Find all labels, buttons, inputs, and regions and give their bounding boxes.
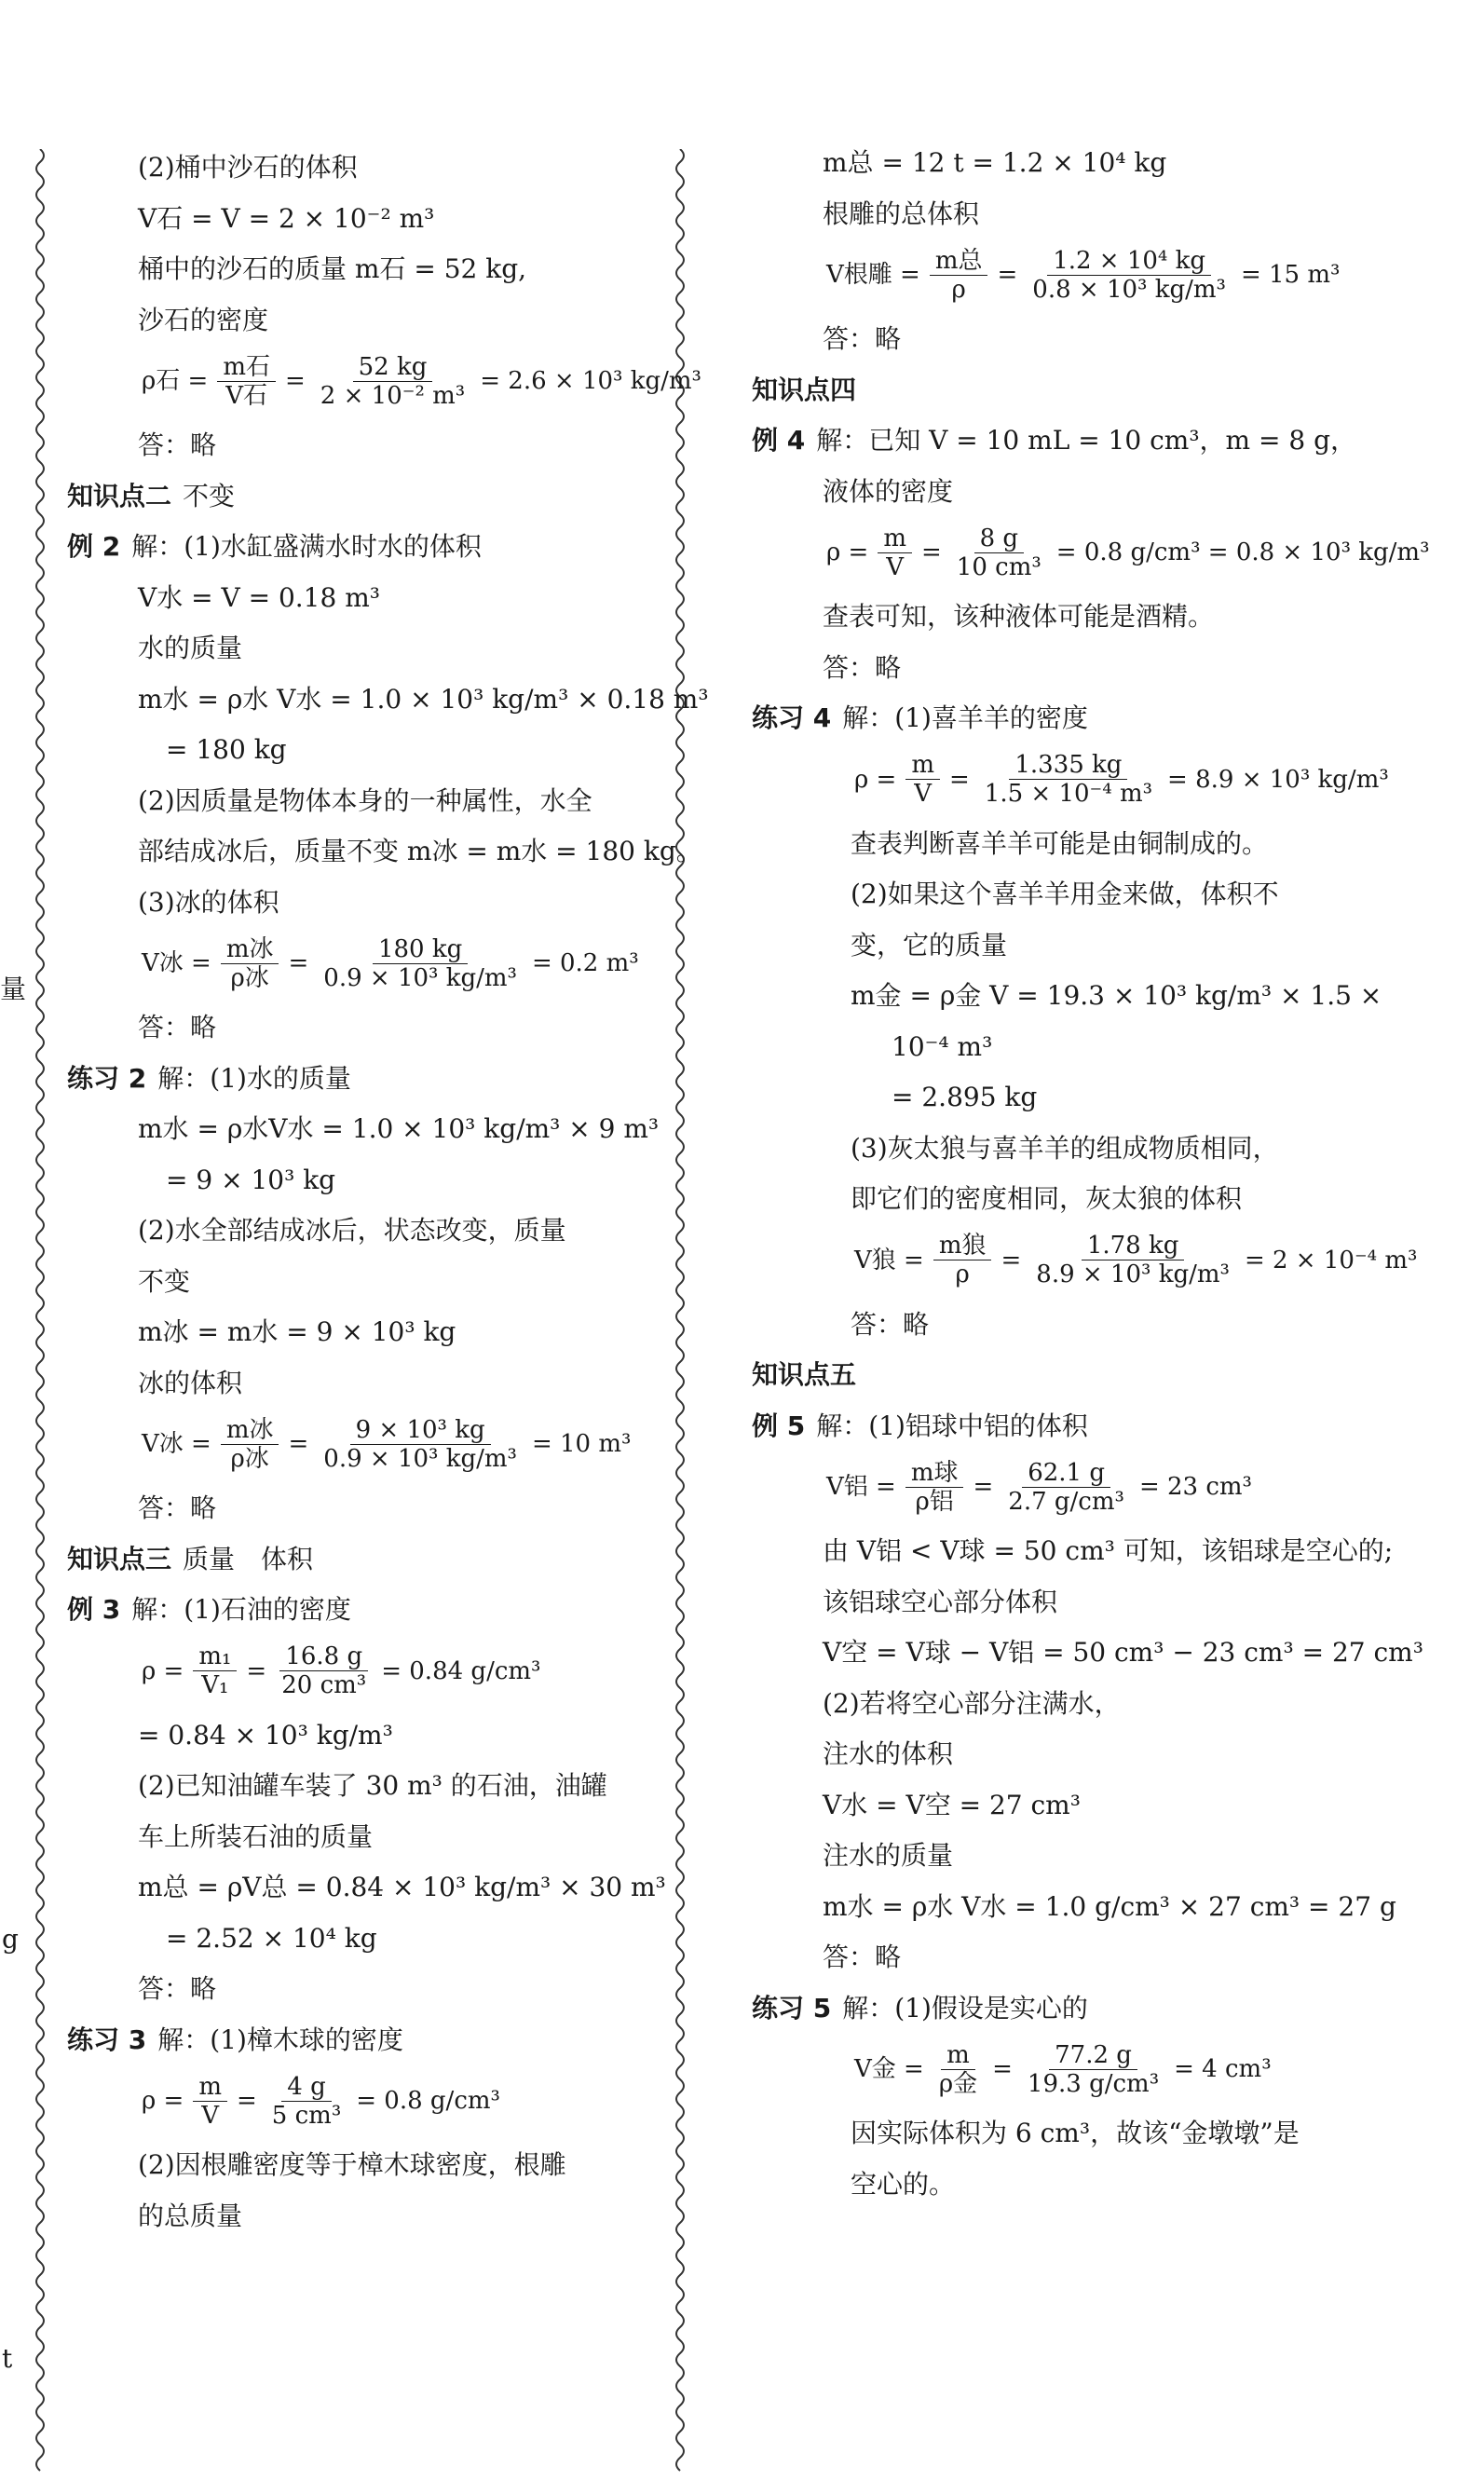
equals-sign: = [285, 367, 306, 395]
section-heading [67, 476, 235, 517]
equals-sign: = [288, 1430, 309, 1458]
fraction-denominator: 8.9 × 10³ kg/m³ [1036, 1260, 1230, 1288]
fraction-numerator: 16.8 g [279, 1642, 368, 1671]
text-line [851, 1128, 1279, 1169]
text-line [138, 1817, 373, 1858]
line-text: 变，它的质量 [851, 929, 1008, 961]
line-text: = 0.84 × 10³ kg/m³ [138, 1719, 393, 1751]
line-text: m水 = ρ水 V水 = 1.0 g/cm³ × 27 cm³ = 27 g [823, 1890, 1396, 1922]
line-text: 答：略 [823, 651, 902, 683]
fraction-numerator: 180 kg [373, 935, 468, 964]
item-label: 知识点四 [752, 374, 857, 405]
text-line [892, 1077, 1037, 1118]
line-text: V石 = V = 2 × 10⁻² m³ [138, 202, 435, 234]
text-line [138, 679, 709, 720]
equation-lhs: V冰 = [142, 949, 211, 977]
line-text: (2)因质量是物体本身的一种属性，水全 [138, 784, 592, 816]
line-text: V水 = V空 = 27 cm³ [823, 1789, 1081, 1820]
text-line [823, 471, 953, 512]
equation-line [138, 1641, 544, 1702]
text-line [752, 420, 1356, 461]
fraction-denominator: 2 × 10⁻² m³ [320, 381, 466, 410]
fraction-denominator: 5 cm³ [271, 2101, 342, 2130]
text-line [138, 198, 434, 239]
fraction [905, 751, 940, 808]
line-text: = 9 × 10³ kg [166, 1164, 336, 1195]
fraction [318, 935, 523, 992]
equation-rhs: = 8.9 × 10³ kg/m³ [1167, 765, 1389, 794]
line-text: 答：略 [138, 429, 217, 460]
text-line [752, 1988, 1088, 2029]
equation-line [851, 749, 1393, 811]
fraction-denominator: 19.3 g/cm³ [1027, 2069, 1160, 2098]
equation-lhs: ρ = [854, 765, 897, 794]
fraction-numerator: 52 kg [353, 353, 433, 382]
equals-sign: = [973, 1473, 994, 1501]
text-line [823, 596, 1214, 637]
fraction-numerator: 9 × 10³ kg [350, 1416, 491, 1445]
equation-rhs: = 10 m³ [531, 1430, 632, 1458]
fraction-numerator: m球 [905, 1459, 964, 1488]
fraction [930, 247, 988, 304]
fraction [905, 1459, 964, 1516]
text-line [752, 1406, 1088, 1447]
item-label: 练习 2 [67, 1062, 147, 1094]
fraction-denominator: 2.7 g/cm³ [1008, 1487, 1124, 1516]
fraction-denominator: 0.9 × 10³ kg/m³ [323, 1444, 517, 1473]
equation-lhs: V狼 = [854, 1246, 924, 1274]
line-text: m水 = ρ水V水 = 1.0 × 10³ kg/m³ × 9 m³ [138, 1113, 660, 1144]
text-line [851, 2113, 1300, 2154]
line-text: (3)冰的体积 [138, 886, 279, 918]
fraction-numerator: m冰 [221, 1416, 279, 1445]
text-line [138, 628, 242, 669]
text-line [138, 1109, 659, 1150]
text-line [851, 925, 1007, 966]
line-text: = 2.895 kg [892, 1082, 1038, 1112]
fraction-numerator: m冰 [221, 935, 279, 964]
line-text: 根雕的总体积 [823, 198, 980, 229]
line-text: m总 = 12 t = 1.2 × 10⁴ kg [823, 147, 1167, 178]
equation-line [851, 1230, 1421, 1291]
line-text: (2)水全部结成冰后，状态改变，质量 [138, 1215, 566, 1246]
text-line [67, 2020, 403, 2061]
fraction [193, 2073, 227, 2130]
text-line [67, 1058, 351, 1099]
line-text: 该铝球空心部分体积 [823, 1586, 1058, 1617]
line-text: m金 = ρ金 V = 19.3 × 10³ kg/m³ × 1.5 × [851, 980, 1382, 1011]
fraction-denominator: ρ冰 [230, 963, 269, 992]
fraction [221, 1416, 279, 1473]
line-text: (2)如果这个喜羊羊用金来做，体积不 [851, 879, 1279, 909]
line-text: 解：(1)水缸盛满水时水的体积 [131, 531, 482, 562]
line-text: 解：已知 V = 10 mL = 10 cm³，m = 8 g， [816, 425, 1356, 456]
text-line [823, 1887, 1396, 1928]
text-line [138, 249, 526, 290]
text-line [138, 2196, 242, 2237]
fraction [878, 525, 912, 581]
text-line [138, 2145, 566, 2186]
text-line [138, 1488, 216, 1529]
equation-line [823, 1456, 1256, 1518]
item-label: 例 4 [752, 425, 806, 456]
text-line [851, 975, 1382, 1016]
fraction [318, 1416, 523, 1473]
fraction-numerator: 1.2 × 10⁴ kg [1047, 247, 1211, 276]
line-text: 水的质量 [138, 633, 243, 663]
fraction-numerator: m [941, 2041, 975, 2070]
text-line [138, 1969, 216, 2010]
text-line [138, 1765, 607, 1806]
equals-sign: = [1001, 1246, 1022, 1274]
line-text: 查表可知，该种液体可能是酒精。 [823, 601, 1215, 632]
text-line [166, 1918, 377, 1959]
line-text: 解：(1)假设是实心的 [842, 1992, 1088, 2024]
text-line [138, 578, 380, 619]
text-line [851, 824, 1268, 865]
equals-sign: = [992, 2055, 1013, 2083]
fraction-numerator: m总 [930, 247, 988, 276]
line-text: = 180 kg [166, 734, 287, 765]
text-line [138, 1007, 216, 1048]
equation-rhs: = 2 × 10⁻⁴ m³ [1244, 1246, 1418, 1274]
line-text: 的总质量 [138, 2200, 243, 2231]
equation-line [138, 2070, 504, 2132]
text-line [67, 1589, 351, 1630]
equals-sign: = [997, 261, 1018, 289]
fraction-denominator: V [886, 552, 905, 581]
text-line [138, 882, 279, 923]
fraction-numerator: m狼 [933, 1232, 992, 1260]
equation-lhs: V根雕 = [826, 261, 920, 289]
equation-line [823, 244, 1343, 306]
fraction-denominator: ρ冰 [230, 1444, 269, 1473]
equation-rhs: = 4 cm³ [1174, 2055, 1272, 2083]
equation-rhs: = 23 cm³ [1138, 1473, 1252, 1501]
fraction [193, 1642, 237, 1699]
line-text: 查表判断喜羊羊可能是由铜制成的。 [851, 827, 1269, 859]
text-line [138, 831, 702, 872]
line-text: = 2.52 × 10⁴ kg [166, 1922, 377, 1954]
text-line [823, 194, 979, 235]
text-line [823, 1937, 901, 1978]
line-text: 液体的密度 [823, 475, 954, 507]
fraction-numerator: m石 [217, 353, 276, 382]
item-label: 例 5 [752, 1410, 806, 1441]
line-text: 解：(1)喜羊羊的密度 [842, 702, 1088, 733]
equation-lhs: ρ石 = [142, 367, 209, 395]
line-text: V水 = V = 0.18 m³ [138, 581, 380, 613]
fraction-denominator: V [914, 780, 933, 808]
equals-sign: = [921, 538, 942, 566]
section-heading [752, 1355, 867, 1396]
equals-sign: = [246, 1656, 267, 1685]
text-line [823, 1531, 1393, 1572]
fraction-denominator: 20 cm³ [281, 1671, 367, 1699]
equation-rhs: = 2.6 × 10³ kg/m³ [480, 367, 701, 395]
fraction-denominator: 0.9 × 10³ kg/m³ [323, 963, 517, 992]
fraction-numerator: 1.78 kg [1082, 1232, 1185, 1260]
line-text: (2)已知油罐车装了 30 m³ 的石油，油罐 [138, 1770, 607, 1801]
text-line [823, 1582, 1057, 1623]
line-text: 答：略 [138, 1492, 217, 1523]
line-text: V空 = V球 − V铝 = 50 cm³ − 23 cm³ = 27 cm³ [823, 1637, 1423, 1668]
equation-line [138, 350, 705, 412]
text-line [851, 1304, 929, 1345]
equation-line [138, 1413, 634, 1475]
equals-sign: = [288, 949, 309, 977]
text-line [823, 1632, 1423, 1673]
text-line [138, 781, 592, 822]
line-text: (2)桶中沙石的体积 [138, 152, 358, 183]
text-line [138, 1261, 190, 1302]
text-line [138, 300, 268, 341]
fraction-numerator: m [905, 751, 940, 780]
text-line [166, 1160, 335, 1201]
fraction-numerator: m₁ [193, 1642, 237, 1671]
text-line [851, 1179, 1242, 1220]
line-text: 答：略 [851, 1308, 930, 1340]
text-line [138, 1312, 456, 1353]
item-label: 例 2 [67, 531, 121, 562]
fraction-numerator: 4 g [281, 2073, 331, 2102]
equals-sign: = [949, 765, 970, 794]
item-label: 练习 3 [67, 2024, 147, 2055]
fraction-denominator: V石 [225, 381, 268, 410]
equation-lhs: V冰 = [142, 1430, 211, 1458]
line-text: 部结成冰后，质量不变 m冰 = m水 = 180 kg。 [138, 836, 702, 866]
line-text: (2)若将空心部分注满水， [823, 1687, 1121, 1719]
fraction-numerator: 62.1 g [1022, 1459, 1110, 1488]
line-text: 答：略 [823, 1942, 902, 1972]
left-wavy-border [26, 149, 54, 2478]
fraction-denominator: ρ铝 [915, 1487, 954, 1516]
fraction [315, 353, 470, 410]
fraction [1030, 1232, 1235, 1288]
equation-lhs: V铝 = [826, 1473, 896, 1501]
line-text: 车上所装石油的质量 [138, 1820, 374, 1852]
fraction [951, 525, 1047, 581]
edge-text-3: t [2, 2343, 13, 2374]
text-line [752, 698, 1088, 739]
fraction-denominator: ρ [955, 1260, 970, 1288]
fraction [933, 2041, 983, 2098]
equation-rhs: = 0.2 m³ [531, 949, 639, 977]
line-text: m冰 = m水 = 9 × 10³ kg [138, 1316, 456, 1347]
fraction-denominator: ρ金 [938, 2069, 978, 2098]
line-text: 答：略 [138, 1973, 217, 2004]
section-heading-text: 质量 体积 [183, 1543, 314, 1574]
equation-line [823, 522, 1434, 583]
line-text: 注水的质量 [823, 1840, 954, 1871]
fraction-denominator: V₁ [201, 1671, 229, 1699]
edge-text-1: 量 [0, 974, 27, 1004]
equation-rhs: = 0.84 g/cm³ [381, 1656, 541, 1685]
equation-line [138, 933, 643, 994]
line-text: 注水的体积 [823, 1738, 954, 1769]
text-line [892, 1027, 992, 1068]
center-wavy-divider [666, 149, 694, 2478]
line-text: 即它们的密度相同，灰太狼的体积 [851, 1183, 1243, 1214]
line-text: 空心的。 [851, 2168, 956, 2200]
text-line [823, 143, 1166, 184]
line-text: 解：(1)铝球中铝的体积 [816, 1410, 1088, 1441]
fraction [979, 751, 1158, 808]
line-text: 桶中的沙石的质量 m石 = 52 kg, [138, 253, 527, 284]
equation-lhs: ρ = [142, 2087, 184, 2115]
line-text: 冰的体积 [138, 1367, 243, 1398]
item-label: 例 3 [67, 1594, 121, 1625]
text-line [138, 1210, 566, 1251]
item-label: 知识点五 [752, 1359, 857, 1390]
text-line [823, 1683, 1121, 1724]
item-label: 练习 5 [752, 1992, 832, 2024]
line-text: 不变 [138, 1265, 191, 1297]
section-heading [67, 1539, 313, 1580]
item-label: 知识点二 [67, 480, 172, 511]
text-line [823, 1785, 1081, 1826]
line-text: 解：(1)石油的密度 [131, 1594, 351, 1625]
line-text: m总 = ρV总 = 0.84 × 10³ kg/m³ × 30 m³ [138, 1872, 666, 1902]
text-line [138, 425, 216, 466]
text-line [166, 729, 287, 770]
text-line [823, 1734, 953, 1775]
equation-rhs: = 15 m³ [1240, 261, 1341, 289]
fraction-numerator: m [193, 2073, 227, 2102]
fraction [1027, 247, 1232, 304]
fraction [1022, 2041, 1164, 2098]
fraction-denominator: 1.5 × 10⁻⁴ m³ [984, 780, 1153, 808]
edge-text-2: g [2, 1924, 19, 1955]
line-text: 因实际体积为 6 cm³，故该“金墩墩”是 [851, 2118, 1300, 2148]
text-line [138, 147, 358, 188]
fraction-denominator: 10 cm³ [956, 552, 1042, 581]
text-line [67, 526, 482, 567]
section-heading-text: 不变 [183, 480, 236, 511]
text-line [823, 1835, 953, 1876]
fraction-numerator: 77.2 g [1049, 2041, 1137, 2070]
line-text: 答：略 [823, 323, 902, 354]
fraction-numerator: 8 g [974, 525, 1024, 553]
fraction [221, 935, 279, 992]
equation-line [851, 2038, 1275, 2100]
section-heading [752, 370, 867, 411]
fraction [1002, 1459, 1130, 1516]
fraction-denominator: ρ [951, 275, 966, 304]
text-line [851, 874, 1279, 915]
equation-rhs: = 0.8 g/cm³ = 0.8 × 10³ kg/m³ [1055, 538, 1430, 566]
line-text: 10⁻⁴ m³ [892, 1030, 993, 1062]
text-line [138, 1867, 666, 1908]
line-text: 由 V铝 < V球 = 50 cm³ 可知，该铝球是空心的; [823, 1535, 1394, 1566]
line-text: m水 = ρ水 V水 = 1.0 × 10³ kg/m³ × 0.18 m³ [138, 683, 709, 715]
equation-lhs: ρ = [826, 538, 869, 566]
line-text: 沙石的密度 [138, 304, 269, 335]
text-line [823, 647, 901, 688]
fraction [266, 2073, 347, 2130]
text-line [138, 1363, 242, 1404]
equation-lhs: ρ = [142, 1656, 184, 1685]
line-text: 解：(1)水的质量 [157, 1062, 351, 1094]
equation-lhs: V金 = [854, 2055, 924, 2083]
line-text: (3)灰太狼与喜羊羊的组成物质相同， [851, 1132, 1279, 1164]
fraction-numerator: m [878, 525, 912, 553]
line-text: (2)因根雕密度等于樟木球密度，根雕 [138, 2149, 566, 2180]
text-line [851, 2164, 955, 2205]
fraction-denominator: V [201, 2101, 220, 2130]
fraction [933, 1232, 992, 1288]
item-label: 练习 4 [752, 702, 832, 733]
item-label: 知识点三 [67, 1543, 172, 1574]
text-line [823, 319, 901, 360]
fraction [276, 1642, 372, 1699]
line-text: 答：略 [138, 1012, 217, 1042]
fraction [217, 353, 276, 410]
fraction-numerator: 1.335 kg [1009, 751, 1127, 780]
line-text: 解：(1)樟木球的密度 [157, 2024, 403, 2055]
fraction-denominator: 0.8 × 10³ kg/m³ [1032, 275, 1226, 304]
equals-sign: = [237, 2087, 257, 2115]
text-line [138, 1715, 393, 1756]
equation-rhs: = 0.8 g/cm³ [356, 2087, 500, 2115]
